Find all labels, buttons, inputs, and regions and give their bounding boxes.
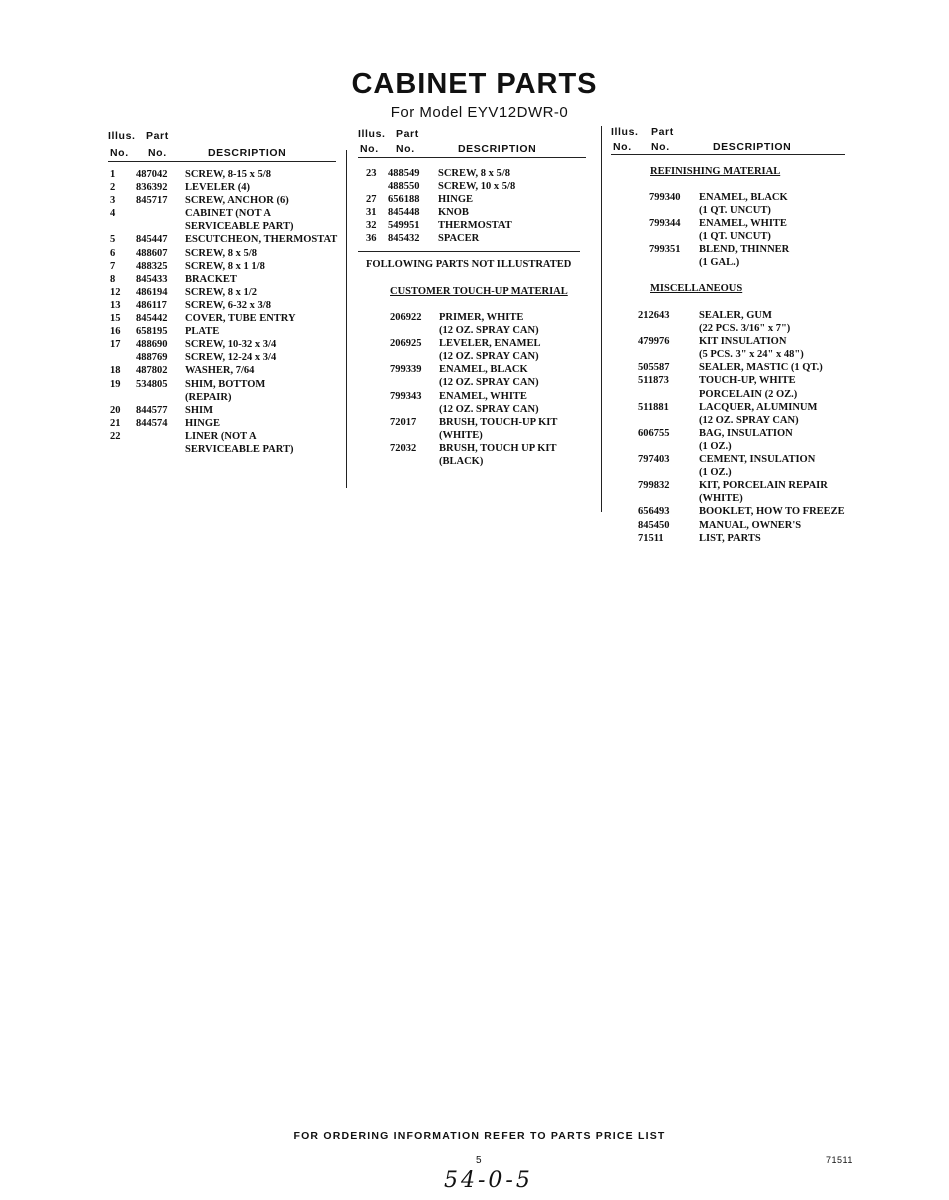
part-description: (BLACK) (439, 456, 484, 468)
part-number: 845442 (136, 313, 168, 325)
part-description: TOUCH-UP, WHITE (699, 375, 796, 387)
part-header-1: Part (396, 128, 419, 140)
parts-row (611, 374, 851, 387)
part-header-2: No. (148, 147, 167, 159)
part-number: 799344 (649, 218, 681, 230)
part-number: 488769 (136, 352, 168, 364)
parts-row (108, 417, 340, 430)
part-header-2: No. (651, 141, 670, 153)
parts-row (358, 193, 588, 206)
parts-row (108, 338, 340, 351)
part-description: SCREW, 8 x 5/8 (438, 168, 510, 179)
part-description: PLATE (185, 326, 220, 338)
parts-row (358, 167, 588, 180)
part-description: (WHITE) (699, 493, 743, 505)
part-number: 845717 (136, 195, 168, 207)
part-description: CABINET (NOT A (185, 208, 271, 220)
refinishing-heading: REFINISHING MATERIAL (650, 166, 781, 177)
part-description: HINGE (438, 194, 474, 206)
part-description: SCREW, ANCHOR (6) (185, 195, 289, 207)
parts-row (108, 378, 340, 391)
part-number: 534805 (136, 378, 168, 390)
part-description: HINGE (185, 417, 221, 429)
description-header: DESCRIPTION (458, 143, 537, 155)
parts-row (108, 273, 340, 286)
part-number: 845450 (638, 519, 670, 531)
part-description: CEMENT, INSULATION (699, 454, 816, 466)
parts-row (358, 232, 588, 245)
part-description: ENAMEL, BLACK (439, 364, 528, 376)
part-description: LIST, PARTS (699, 532, 761, 544)
not-illustrated-heading: FOLLOWING PARTS NOT ILLUSTRATED (366, 259, 572, 270)
parts-row (611, 335, 851, 348)
description-header: DESCRIPTION (208, 147, 287, 159)
illus-number: 21 (110, 417, 121, 429)
document-number: 71511 (826, 1155, 853, 1165)
part-description: SHIM, BOTTOM (185, 378, 266, 390)
parts-row (358, 180, 588, 193)
part-number: 845433 (136, 273, 168, 285)
parts-row (358, 363, 588, 376)
parts-row (611, 217, 851, 230)
parts-row (108, 194, 340, 207)
part-number: 845447 (136, 234, 168, 246)
illus-number: 1 (110, 169, 116, 180)
parts-row (611, 230, 851, 243)
illus-number: 16 (110, 326, 121, 338)
part-number: 658195 (136, 326, 168, 338)
illus-number: 18 (110, 365, 121, 377)
part-description: SCREW, 12-24 x 3/4 (185, 352, 277, 364)
header-rule (611, 154, 845, 155)
part-description: KNOB (438, 207, 469, 219)
parts-column-3 (611, 126, 851, 544)
illus-number: 36 (366, 233, 377, 245)
illus-number: 7 (110, 260, 116, 272)
ordering-footer: FOR ORDERING INFORMATION REFER TO PARTS PRICE LIST (293, 1130, 666, 1142)
parts-column-1 (108, 126, 338, 455)
parts-row (611, 414, 851, 427)
part-description: ENAMEL, BLACK (699, 192, 788, 203)
parts-row (108, 443, 340, 456)
parts-row (611, 466, 851, 479)
illus-number: 22 (110, 430, 121, 442)
part-number: 206922 (390, 312, 422, 323)
part-number: 505587 (638, 362, 670, 374)
part-description: LACQUER, ALUMINUM (699, 401, 818, 413)
part-description: BAG, INSULATION (699, 427, 793, 439)
part-number: 72017 (390, 416, 417, 428)
part-number: 212643 (638, 310, 670, 321)
parts-row (108, 404, 340, 417)
part-description: LEVELER, ENAMEL (439, 338, 541, 350)
part-description: (12 OZ. SPRAY CAN) (439, 351, 539, 363)
misc-list (611, 309, 851, 545)
parts-row (108, 181, 340, 194)
parts-row (611, 191, 851, 204)
part-description: ENAMEL, WHITE (439, 390, 527, 402)
part-number: 799339 (390, 364, 422, 376)
part-description: KIT, PORCELAIN REPAIR (699, 480, 828, 492)
touchup-list (358, 311, 588, 468)
part-description: ESCUTCHEON, THERMOSTAT (185, 234, 338, 246)
part-number: 799351 (649, 244, 681, 256)
part-number: 488607 (136, 247, 168, 259)
part-number: 71511 (638, 532, 664, 544)
part-description: SCREW, 8-15 x 5/8 (185, 169, 271, 180)
parts-row (611, 519, 851, 532)
parts-row (358, 455, 588, 468)
part-description: LEVELER (4) (185, 182, 251, 194)
parts-row (611, 401, 851, 414)
parts-row (611, 532, 851, 545)
illus-number: 27 (366, 194, 377, 206)
parts-row (611, 492, 851, 505)
part-number: 845432 (388, 233, 420, 245)
parts-row (611, 361, 851, 374)
part-number: 488690 (136, 339, 168, 351)
parts-row (358, 429, 588, 442)
part-description: SCREW, 8 x 1/2 (185, 286, 257, 298)
parts-column-2 (358, 126, 588, 468)
part-description: (1 OZ.) (699, 467, 732, 479)
part-description: KIT INSULATION (699, 336, 787, 348)
part-header-2: No. (396, 143, 415, 155)
column-header (108, 126, 338, 162)
part-number: 844574 (136, 417, 168, 429)
parts-list-1 (108, 168, 340, 456)
part-description: SPACER (438, 233, 480, 245)
parts-row (611, 256, 851, 269)
parts-row (108, 299, 340, 312)
parts-row (108, 312, 340, 325)
illus-number: 15 (110, 313, 121, 325)
parts-row (611, 322, 851, 335)
illus-number: 12 (110, 286, 121, 298)
part-description: SEALER, GUM (699, 310, 772, 321)
part-description: ENAMEL, WHITE (699, 218, 787, 230)
parts-row (358, 390, 588, 403)
illus-header-2: No. (360, 143, 379, 155)
parts-row (108, 391, 340, 404)
part-number: 488549 (388, 168, 420, 179)
parts-row (108, 260, 340, 273)
part-description: SCREW, 6-32 x 3/8 (185, 299, 271, 311)
part-description: (1 QT. UNCUT) (699, 205, 771, 217)
part-number: 656493 (638, 506, 670, 518)
part-description: COVER, TUBE ENTRY (185, 313, 296, 325)
part-description: (22 PCS. 3/16" x 7") (699, 323, 791, 335)
illus-header-2: No. (613, 141, 632, 153)
part-description: (12 OZ. SPRAY CAN) (439, 377, 539, 389)
parts-row (358, 206, 588, 219)
parts-row (611, 505, 851, 518)
illus-number: 4 (110, 208, 116, 220)
handwritten-note: 54-0-5 (444, 1168, 533, 1193)
part-description: (WHITE) (439, 429, 483, 441)
parts-row (108, 351, 340, 364)
part-number: 487042 (136, 169, 168, 180)
part-number: 606755 (638, 427, 670, 439)
parts-row (611, 204, 851, 217)
part-description: SERVICEABLE PART) (185, 221, 294, 233)
page-title: CABINET PARTS (351, 68, 598, 100)
part-number: 797403 (638, 454, 670, 466)
touchup-heading: CUSTOMER TOUCH-UP MATERIAL (390, 286, 568, 297)
part-description: THERMOSTAT (438, 220, 512, 232)
model-subtitle: For Model EYV12DWR-0 (390, 104, 569, 121)
part-description: (1 GAL.) (699, 257, 740, 269)
parts-row (358, 416, 588, 429)
misc-heading: MISCELLANEOUS (650, 283, 743, 294)
part-number: 72032 (390, 442, 417, 454)
illus-header-1: Illus. (358, 128, 386, 140)
parts-list-2 (358, 167, 588, 246)
part-number: 487802 (136, 365, 168, 377)
part-description: BLEND, THINNER (699, 244, 790, 256)
part-description: (1 OZ.) (699, 440, 732, 452)
part-description: SERVICEABLE PART) (185, 443, 294, 455)
parts-row (611, 427, 851, 440)
illus-number: 8 (110, 273, 116, 285)
part-number: 799832 (638, 480, 670, 492)
part-header-1: Part (146, 130, 169, 142)
illus-number: 5 (110, 234, 116, 246)
parts-row (358, 311, 588, 324)
part-number: 511881 (638, 401, 669, 413)
illus-header-1: Illus. (108, 130, 136, 142)
part-header-1: Part (651, 126, 674, 138)
part-description: (12 OZ. SPRAY CAN) (439, 403, 539, 415)
parts-row (358, 219, 588, 232)
part-number: 206925 (390, 338, 422, 350)
part-number: 511873 (638, 375, 669, 387)
part-number: 486117 (136, 299, 167, 311)
part-number: 836392 (136, 182, 168, 194)
parts-row (358, 337, 588, 350)
part-number: 799340 (649, 192, 681, 203)
part-description: (1 QT. UNCUT) (699, 231, 771, 243)
parts-row (108, 430, 340, 443)
part-description: MANUAL, OWNER'S (699, 519, 802, 531)
illus-number: 13 (110, 299, 121, 311)
parts-row (108, 168, 340, 181)
parts-row (108, 207, 340, 220)
part-number: 488325 (136, 260, 168, 272)
parts-row (108, 325, 340, 338)
section-rule (358, 251, 580, 252)
part-description: SCREW, 10 x 5/8 (438, 181, 516, 193)
illus-header-2: No. (110, 147, 129, 159)
parts-row (611, 479, 851, 492)
illus-number: 31 (366, 207, 377, 219)
parts-row (108, 220, 340, 233)
column-header (611, 126, 851, 162)
part-description: PRIMER, WHITE (439, 312, 524, 323)
part-number: 844577 (136, 404, 168, 416)
parts-row (108, 286, 340, 299)
part-description: SCREW, 10-32 x 3/4 (185, 339, 277, 351)
refinishing-list (611, 191, 851, 270)
part-number: 656188 (388, 194, 420, 206)
part-number: 845448 (388, 207, 420, 219)
parts-row (358, 376, 588, 389)
column-divider-1 (346, 150, 347, 488)
part-description: (5 PCS. 3" x 24" x 48") (699, 349, 804, 361)
part-number: 488550 (388, 181, 420, 193)
parts-row (611, 388, 851, 401)
illus-number: 23 (366, 168, 377, 179)
part-number: 799343 (390, 390, 422, 402)
part-description: (12 OZ. SPRAY CAN) (699, 414, 799, 426)
parts-row (358, 350, 588, 363)
illus-number: 17 (110, 339, 121, 351)
part-description: PORCELAIN (2 OZ.) (699, 388, 798, 400)
header-rule (358, 157, 586, 158)
parts-row (108, 364, 340, 377)
part-description: BRACKET (185, 273, 237, 285)
parts-row (108, 233, 340, 246)
parts-row (358, 324, 588, 337)
illus-number: 20 (110, 404, 121, 416)
part-number: 549951 (388, 220, 420, 232)
part-description: BRUSH, TOUCH-UP KIT (439, 416, 558, 428)
part-description: SCREW, 8 x 5/8 (185, 247, 257, 259)
parts-row (611, 348, 851, 361)
part-description: SHIM (185, 404, 214, 416)
parts-row (358, 403, 588, 416)
part-description: LINER (NOT A (185, 430, 257, 442)
part-description: SEALER, MASTIC (1 QT.) (699, 362, 823, 374)
part-description: BRUSH, TOUCH UP KIT (439, 442, 557, 454)
parts-row (611, 453, 851, 466)
parts-row (108, 247, 340, 260)
page-number: 5 (476, 1155, 482, 1166)
parts-row (611, 243, 851, 256)
part-description: (12 OZ. SPRAY CAN) (439, 325, 539, 337)
illus-header-1: Illus. (611, 126, 639, 138)
column-divider-2 (601, 126, 602, 512)
part-number: 486194 (136, 286, 168, 298)
header-rule (108, 161, 336, 162)
part-description: WASHER, 7/64 (185, 365, 255, 377)
part-description: (REPAIR) (185, 391, 232, 403)
part-number: 479976 (638, 336, 670, 348)
illus-number: 6 (110, 247, 116, 259)
description-header: DESCRIPTION (713, 141, 792, 153)
illus-number: 19 (110, 378, 121, 390)
part-description: BOOKLET, HOW TO FREEZE (699, 506, 845, 518)
illus-number: 3 (110, 195, 116, 207)
illus-number: 2 (110, 182, 116, 194)
part-description: SCREW, 8 x 1 1/8 (185, 260, 265, 272)
illus-number: 32 (366, 220, 377, 232)
parts-row (611, 440, 851, 453)
parts-row (611, 309, 851, 322)
parts-row (358, 442, 588, 455)
